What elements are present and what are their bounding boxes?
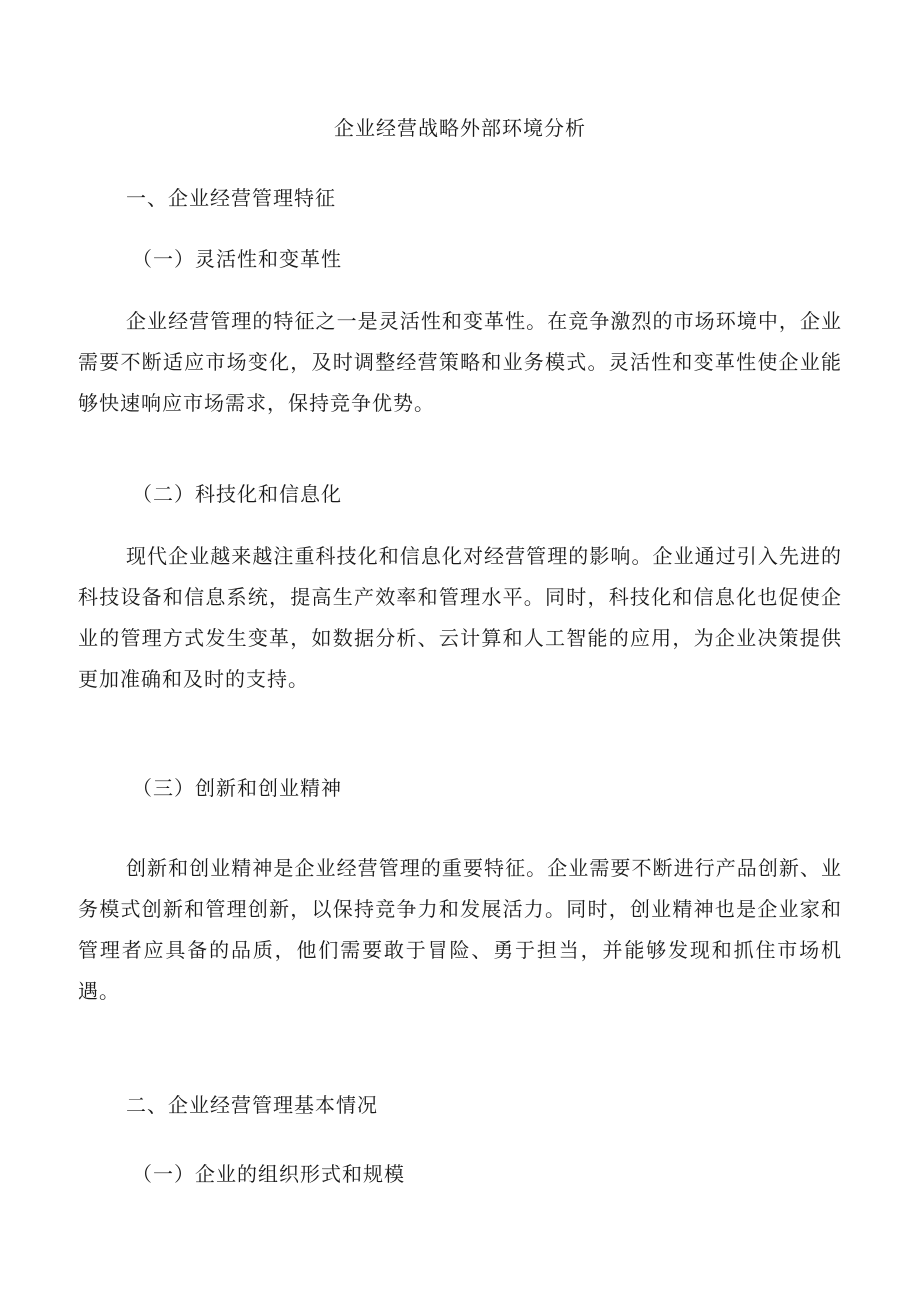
subsection-heading-1-2: （二）科技化和信息化 <box>132 482 342 506</box>
paragraph-1-2: 现代企业越来越注重科技化和信息化对经营管理的影响。企业通过引入先进的科技设备和信息系统，提高生产效率和管理水平。同时，科技化和信息化也促使企业的管理方式发生变革，如数据分析、云计算和人工智能的应用，为企业决策提供更加准确和及时的支持。 <box>78 544 842 691</box>
subsection-heading-1-1: （一）灵活性和变革性 <box>132 247 342 271</box>
paragraph-1-3: 创新和创业精神是企业经营管理的重要特征。企业需要不断进行产品创新、业务模式创新和管理创新，以保持竞争力和发展活力。同时，创业精神也是企业家和管理者应具备的品质，他们需要敢于冒险、勇于担当，并能够发现和抓住市场机遇。 <box>78 856 842 1003</box>
paragraph-1-1: 企业经营管理的特征之一是灵活性和变革性。在竞争激烈的市场环境中，企业需要不断适应市场变化，及时调整经营策略和业务模式。灵活性和变革性使企业能够快速响应市场需求，保持竞争优势。 <box>78 309 842 415</box>
section-heading-1: 一、企业经营管理特征 <box>126 186 336 210</box>
subsection-heading-2-1: （一）企业的组织形式和规模 <box>132 1162 405 1186</box>
subsection-heading-1-3: （三）创新和创业精神 <box>132 776 342 800</box>
page-title: 企业经营战略外部环境分析 <box>334 116 586 140</box>
section-heading-2: 二、企业经营管理基本情况 <box>126 1093 378 1117</box>
